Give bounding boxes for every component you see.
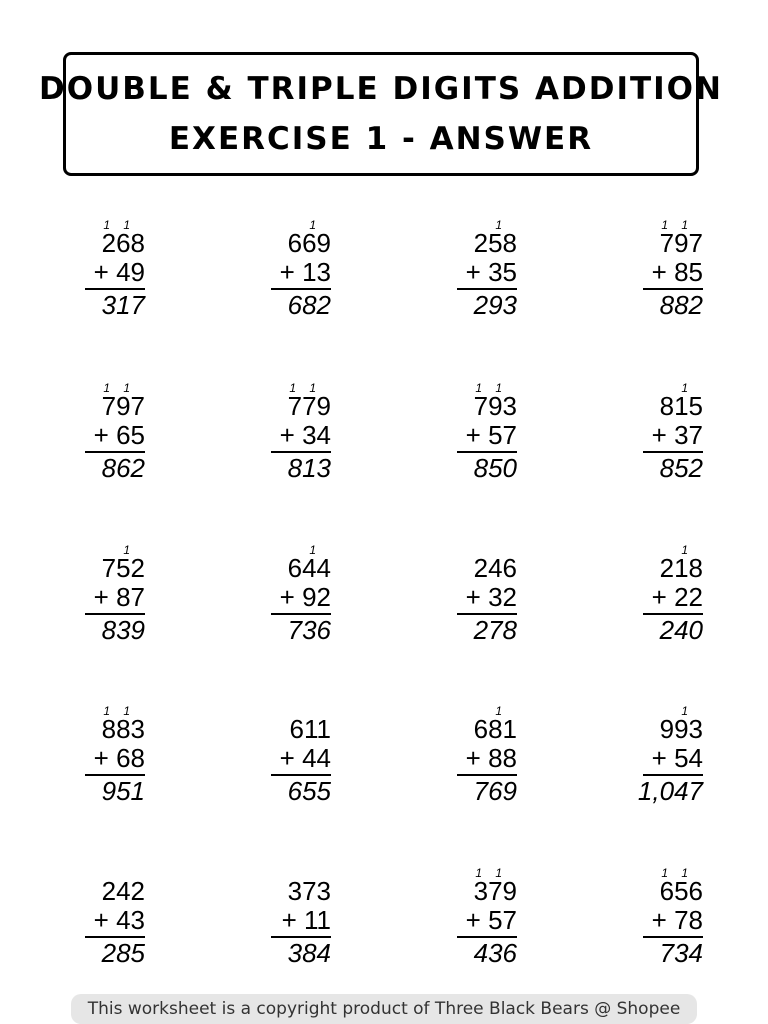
sum-answer: 852	[659, 453, 703, 483]
top-addend: 681	[473, 714, 517, 744]
worksheet-title: DOUBLE & TRIPLE DIGITS ADDITION	[39, 71, 723, 107]
carry-digits: 1 1	[103, 704, 135, 718]
top-addend: 268	[101, 228, 145, 258]
addition-problem	[455, 543, 517, 653]
carry-digits: 1	[681, 381, 693, 395]
carry-digits: 1	[123, 543, 135, 557]
sum-answer: 769	[473, 776, 517, 806]
carry-digits: 1	[309, 218, 321, 232]
second-addend: + 87	[93, 582, 145, 612]
sum-answer: 862	[101, 453, 145, 483]
top-addend: 752	[101, 553, 145, 583]
second-addend: + 44	[279, 743, 331, 773]
second-addend: + 37	[651, 420, 703, 450]
sum-answer: 839	[101, 615, 145, 645]
sum-answer: 682	[287, 290, 331, 320]
sum-answer: 734	[659, 938, 703, 968]
addition-problem	[83, 543, 145, 653]
top-addend: 644	[287, 553, 331, 583]
sum-answer: 285	[101, 938, 145, 968]
carry-digits: 1 1	[103, 218, 135, 232]
carry-digits: 1 1	[661, 218, 693, 232]
sum-answer: 1,047	[637, 776, 703, 806]
copyright-footer: This worksheet is a copyright product of Three Black Bears @ Shopee	[71, 994, 697, 1024]
second-addend: + 65	[93, 420, 145, 450]
second-addend: + 13	[279, 257, 331, 287]
second-addend: + 49	[93, 257, 145, 287]
sum-answer: 655	[287, 776, 331, 806]
top-addend: 883	[101, 714, 145, 744]
carry-digits: 1	[495, 218, 507, 232]
second-addend: + 34	[279, 420, 331, 450]
carry-digits: 1 1	[289, 381, 321, 395]
addition-problem	[641, 866, 703, 976]
top-addend: 246	[473, 553, 517, 583]
sum-answer: 384	[287, 938, 331, 968]
addition-problem	[83, 866, 145, 976]
second-addend: + 57	[465, 420, 517, 450]
addition-problem	[637, 704, 703, 814]
carry-digits: 1 1	[475, 381, 507, 395]
addition-problem	[641, 381, 703, 491]
top-addend: 815	[659, 391, 703, 421]
second-addend: + 88	[465, 743, 517, 773]
sum-answer: 951	[101, 776, 145, 806]
top-addend: 218	[659, 553, 703, 583]
second-addend: + 11	[281, 905, 331, 935]
addition-problem	[83, 381, 145, 491]
top-addend: 793	[473, 391, 517, 421]
sum-answer: 436	[473, 938, 517, 968]
top-addend: 779	[287, 391, 331, 421]
addition-problem	[83, 218, 145, 328]
second-addend: + 22	[651, 582, 703, 612]
second-addend: + 32	[465, 582, 517, 612]
second-addend: + 92	[279, 582, 331, 612]
sum-answer: 850	[473, 453, 517, 483]
addition-problem	[455, 866, 517, 976]
addition-problem	[455, 381, 517, 491]
carry-digits: 1 1	[103, 381, 135, 395]
second-addend: + 35	[465, 257, 517, 287]
addition-problem	[269, 218, 331, 328]
addition-problem	[269, 866, 331, 976]
sum-answer: 240	[659, 615, 703, 645]
second-addend: + 57	[465, 905, 517, 935]
top-addend: 797	[101, 391, 145, 421]
carry-digits: 1	[681, 543, 693, 557]
carry-digits: 1	[309, 543, 321, 557]
carry-digits: 1 1	[475, 866, 507, 880]
sum-answer: 882	[659, 290, 703, 320]
top-addend: 669	[287, 228, 331, 258]
second-addend: + 43	[93, 905, 145, 935]
addition-problem	[83, 704, 145, 814]
addition-problem	[269, 704, 331, 814]
top-addend: 373	[287, 876, 331, 906]
sum-answer: 813	[287, 453, 331, 483]
addition-problem	[455, 218, 517, 328]
top-addend: 797	[659, 228, 703, 258]
second-addend: + 85	[651, 257, 703, 287]
second-addend: + 54	[651, 743, 703, 773]
addition-problem	[641, 218, 703, 328]
second-addend: + 68	[93, 743, 145, 773]
addition-problem	[269, 543, 331, 653]
carry-digits: 1	[681, 704, 693, 718]
top-addend: 242	[101, 876, 145, 906]
addition-problem	[269, 381, 331, 491]
sum-answer: 278	[473, 615, 517, 645]
second-addend: + 78	[651, 905, 703, 935]
sum-answer: 317	[101, 290, 145, 320]
sum-answer: 293	[473, 290, 517, 320]
carry-digits: 1	[495, 704, 507, 718]
top-addend: 656	[659, 876, 703, 906]
top-addend: 993	[659, 714, 703, 744]
sum-answer: 736	[287, 615, 331, 645]
top-addend: 611	[289, 714, 331, 744]
top-addend: 258	[473, 228, 517, 258]
top-addend: 379	[473, 876, 517, 906]
carry-digits: 1 1	[661, 866, 693, 880]
worksheet-subtitle: EXERCISE 1 - ANSWER	[168, 121, 594, 157]
addition-problem	[641, 543, 703, 653]
addition-problem	[455, 704, 517, 814]
